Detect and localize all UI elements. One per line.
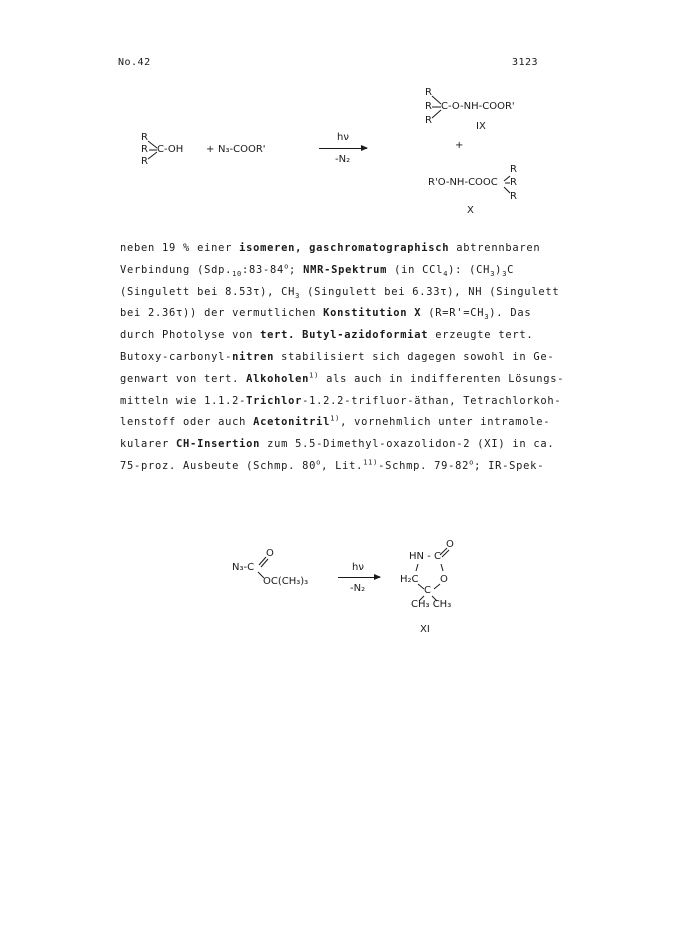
reactant1-r-mid: R — [141, 144, 148, 155]
product-ix-r-top: R — [425, 87, 432, 98]
product-h2c: H₂C — [400, 574, 419, 585]
text-line-3: (Singulett bei 8.53τ), $CH_3$ (Singulett bei 6.33τ), NH (Singulett — [120, 285, 560, 300]
plus-sign-2: + — [455, 140, 464, 151]
product-hn-c: HN - C — [409, 551, 441, 562]
text-line-2: Verbindung ($Sdp._{10}:83-84^o$; NMR-Spektrum (in CCl$_4$): $(CH_3)_3C$ — [120, 262, 515, 278]
product-ix-r-bot: R — [425, 115, 432, 126]
product-x-label: X — [467, 205, 474, 216]
reactant-n3c: N₃-C — [232, 562, 255, 573]
arrow2-label-bottom: -N₂ — [350, 583, 366, 594]
product-o-top: O — [446, 539, 454, 550]
text-line-10: kularer CH-Insertion zum 5.5-Dimethyl-oxazolidon-2 (XI) in ca. — [120, 438, 555, 451]
text-line-1: neben 19 % einer isomeren, gaschromatographisch abtrennbaren — [120, 242, 541, 254]
arrow1-label-top: hν — [337, 132, 349, 143]
product-ix-chain: C-O-NH-COOR' — [441, 101, 515, 112]
product-ix-label: IX — [476, 121, 486, 132]
product-methyls: CH₃ CH₃ — [411, 599, 452, 610]
product-o-ring: O — [440, 574, 448, 585]
reactant-oc-ch3-3: OC(CH₃)₃ — [263, 576, 309, 587]
text-line-5: durch Photolyse von tert. Butyl-azidoformiat erzeugte tert. — [120, 329, 534, 342]
product-x-r-top: R — [510, 164, 517, 175]
reactant-o-top: O — [266, 548, 274, 559]
reactant1-r-top: R — [141, 132, 148, 143]
text-line-9: lenstoff oder auch Acetonitril$^{1)}$, vornehmlich unter intramole- — [120, 414, 551, 429]
product-x-chain: R'O-NH-COOC — [428, 177, 498, 188]
product-c: C — [424, 585, 431, 596]
product-ix-r-mid: R — [425, 101, 432, 112]
text-line-11: 75-proz. Ausbeute (Schmp. 80$^o$, Lit.$^{11)}$-Schmp. 79-82$^o$; IR-Spek- — [120, 458, 545, 472]
reactant1-r-bot: R — [141, 156, 148, 167]
product-x-r-bot: R — [510, 191, 517, 202]
product-x-r-mid: R — [510, 177, 517, 188]
arrow1-label-bottom: -N₂ — [335, 154, 351, 165]
reactant1-c-oh: C-OH — [157, 144, 184, 155]
page-header-left: No.42 — [118, 57, 151, 68]
text-line-8: mitteln wie 1.1.2-Trichlor-1.2.2-trifluor-äthan, Tetrachlorkoh- — [120, 394, 562, 407]
page-number: 3123 — [512, 57, 539, 68]
product-xi-label: XI — [420, 624, 430, 635]
arrow2-label-top: hν — [352, 562, 364, 573]
reactant2-azidoformate: N₃-COOR' — [218, 144, 266, 155]
plus-sign-1: + — [206, 144, 215, 155]
text-line-7: genwart von tert. Alkoholen$^{1)}$ als auch in indifferenten Lösungs- — [120, 371, 565, 385]
text-line-6: Butoxy-carbonyl-nitren stabilisiert sich dagegen sowohl in Ge- — [120, 350, 555, 363]
text-line-4: bei 2.36τ)) der vermutlichen Konstitution X $(R=R'=CH_3)$. Das — [120, 307, 532, 322]
